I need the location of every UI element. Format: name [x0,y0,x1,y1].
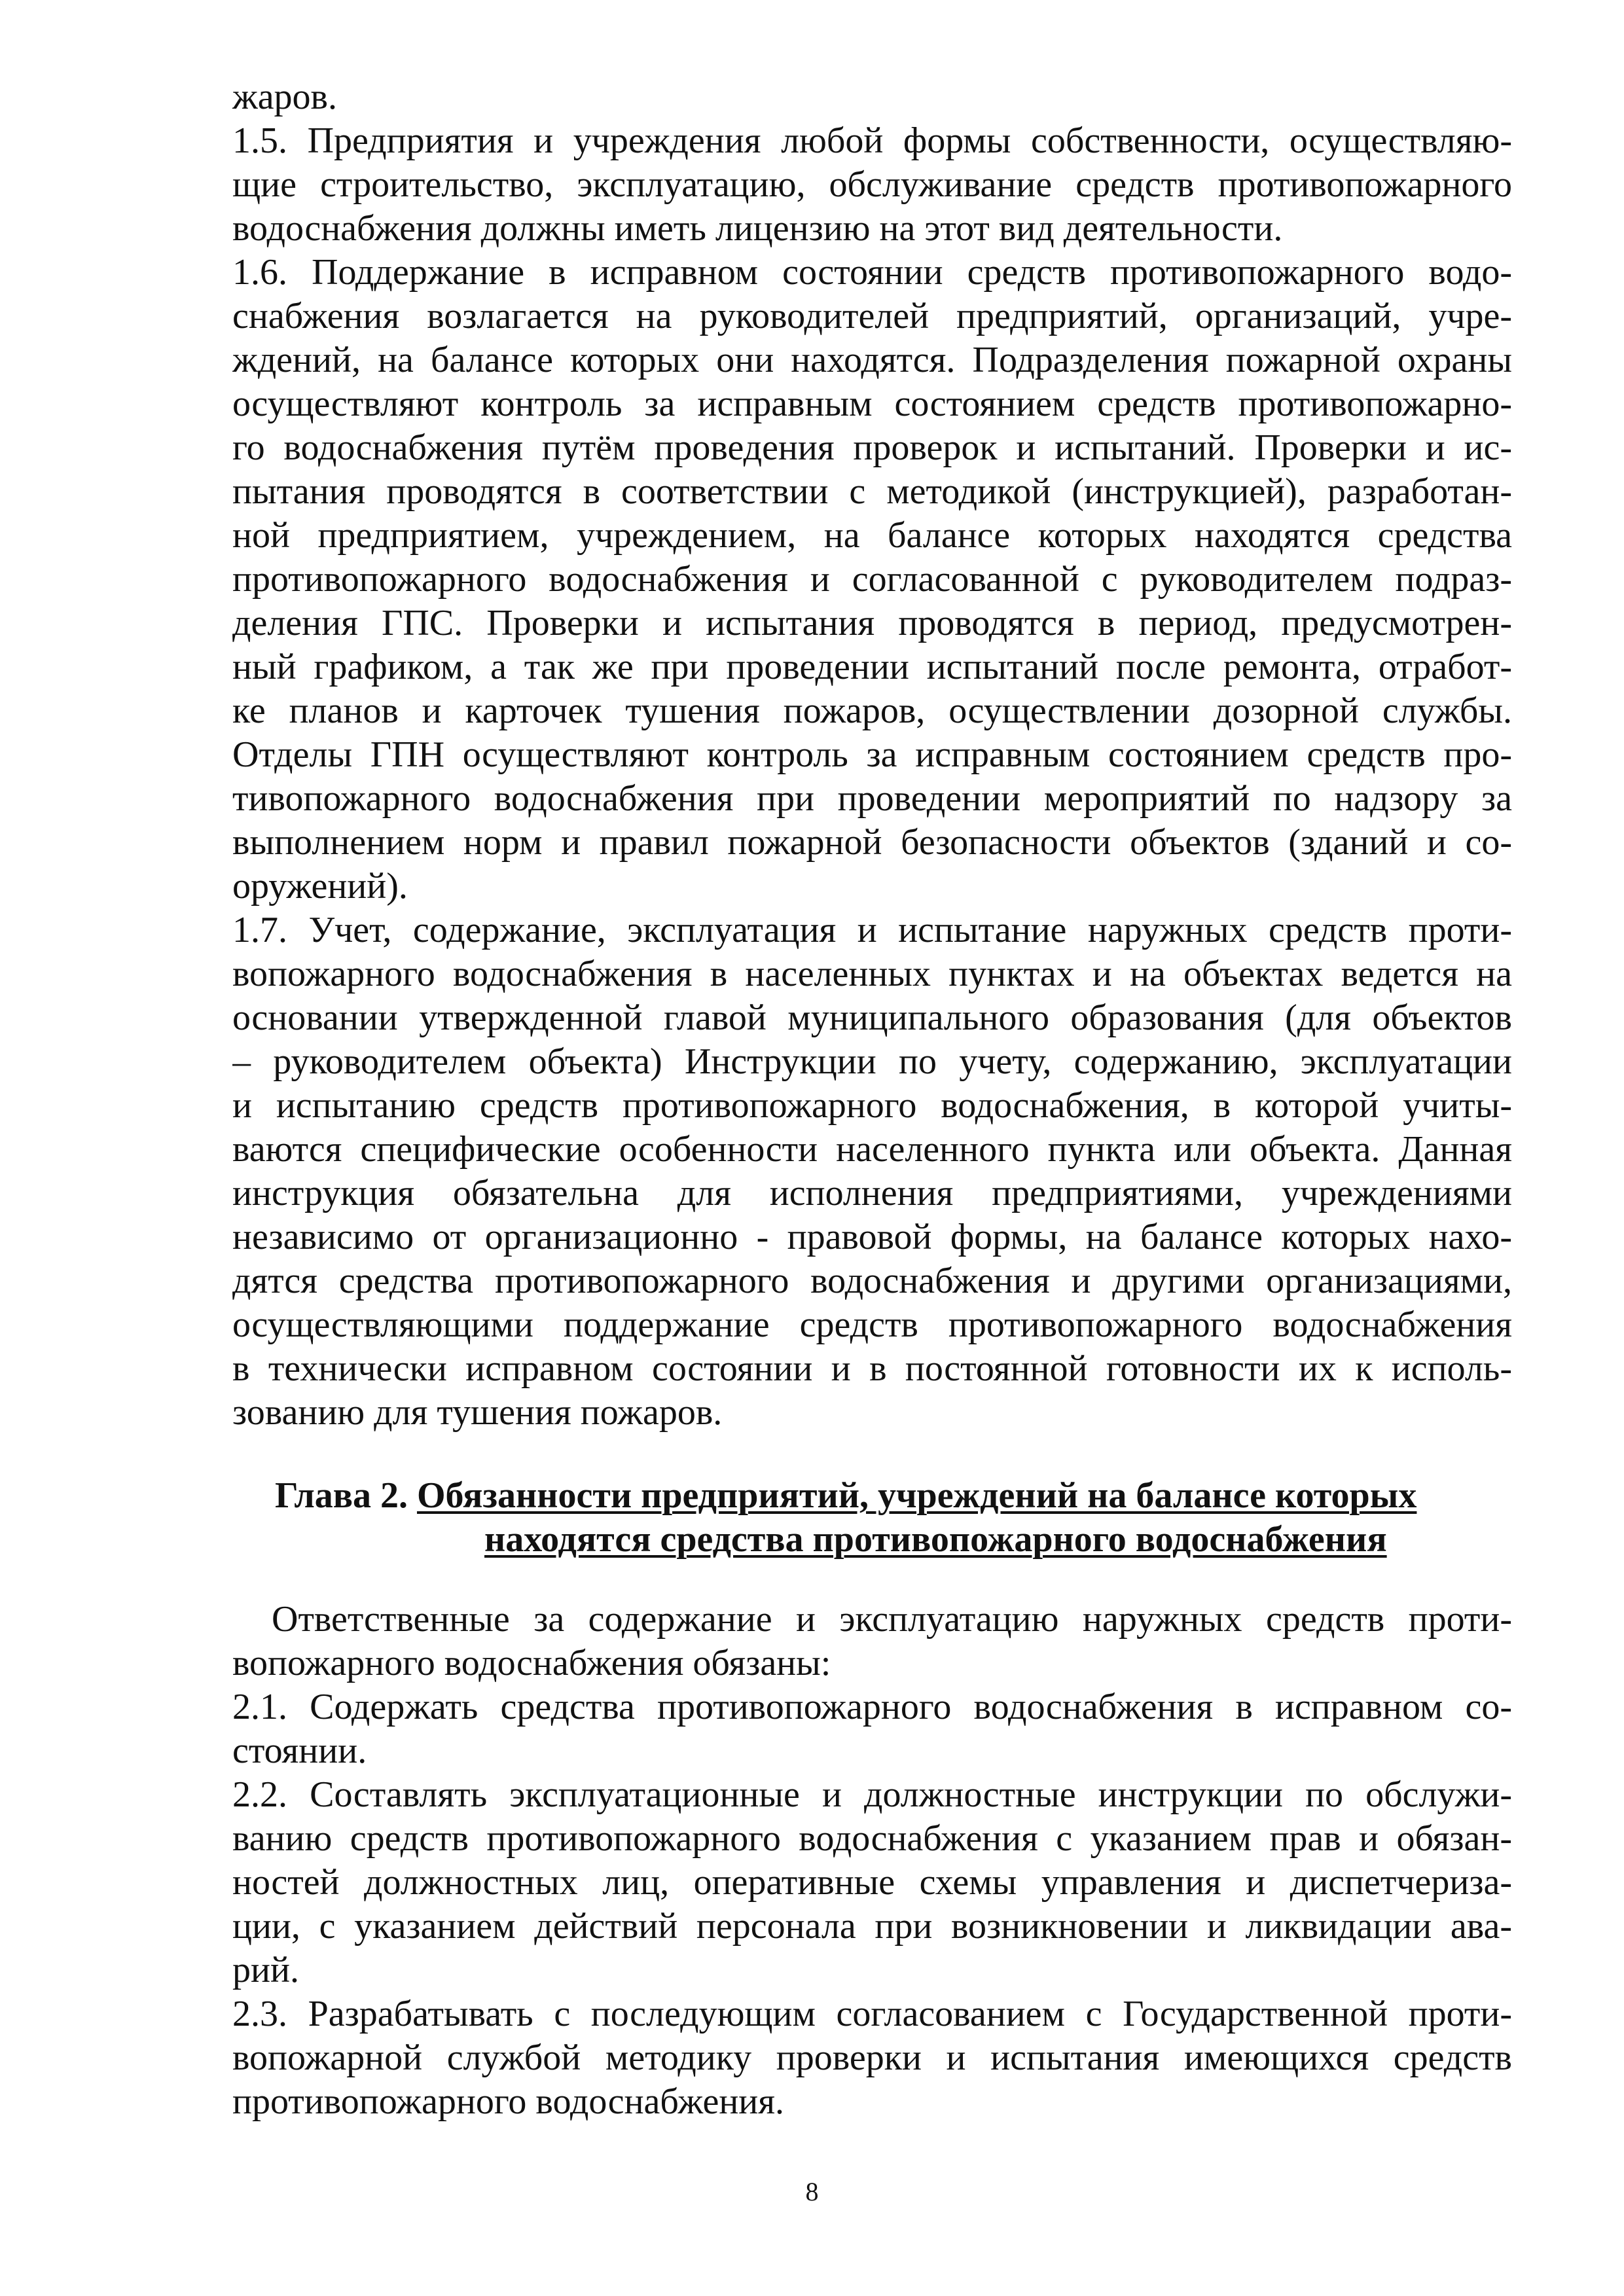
text-line: выполнением норм и правил пожарной безопасности объектов (зданий и со- [232,822,1512,863]
item-1-6 [232,251,1512,908]
text-line: в технически исправном состоянии и в постоянной готовности их к исполь- [232,1348,1512,1389]
item-1-5 [232,119,1512,251]
text-line: ностей должностных лиц, оперативные схемы управления и диспетчериза- [232,1862,1512,1903]
text-line: зованию для тушения пожаров. [232,1392,723,1433]
item-2-2 [232,1773,1512,1992]
text-line: – руководителем объекта) Инструкции по учету, содержанию, эксплуатации [232,1041,1512,1082]
text-line: Ответственные за содержание и эксплуатацию наружных средств проти- [272,1599,1512,1640]
document-page [232,75,1512,2124]
item-2-3 [232,1992,1512,2124]
text-line: щие строительство, эксплуатацию, обслуживание средств противопожарного [232,164,1512,205]
chapter-heading-line-1 [232,1474,1512,1518]
text-line: ждений, на балансе которых они находятся. Подразделения пожарной охраны [232,340,1512,380]
text-line: 1.6. Поддержание в исправном состоянии средств противопожарного водо- [232,252,1512,293]
text-line: осуществляющими поддержание средств противопожарного водоснабжения [232,1304,1512,1345]
text-line: стоянии. [232,1731,367,1771]
text-line: рий. [232,1950,299,1990]
chapter-2-heading [232,1474,1512,1562]
text-line: водоснабжения должны иметь лицензию на этот вид деятельности. [232,208,1283,249]
chapter-prefix: Глава 2. [275,1475,408,1516]
chapter-title-part-2: находятся средства противопожарного водоснабжения [484,1519,1387,1560]
chapter-title-part-1: Обязанности предприятий, учреждений на балансе которых [416,1475,1417,1516]
text-line: независимо от организационно - правовой формы, на балансе которых нахо- [232,1217,1512,1257]
text-line: ный графиком, а так же при проведении испытаний после ремонта, отработ- [232,647,1512,687]
text-line: вопожарной службой методику проверки и испытания имеющихся средств [232,2037,1512,2078]
text-line: тивопожарного водоснабжения при проведении мероприятий по надзору за [232,778,1512,819]
text-line: ванию средств противопожарного водоснабжения с указанием прав и обязан- [232,1818,1512,1859]
text-line: снабжения возлагается на руководителей предприятий, организаций, учре- [232,296,1512,336]
text-line: 2.3. Разрабатывать с последующим согласованием с Государственной проти- [232,1994,1512,2034]
text-line: дятся средства противопожарного водоснабжения и другими организациями, [232,1261,1512,1301]
text-line: противопожарного водоснабжения и согласованной с руководителем подраз- [232,559,1512,600]
intro-2 [232,1598,1512,1685]
section-gap [232,1562,1512,1598]
page-number: 8 [805,2177,819,2206]
item-1-7 [232,908,1512,1435]
item-2-1 [232,1685,1512,1773]
text-line: противопожарного водоснабжения. [232,2081,785,2122]
text-line: вопожарного водоснабжения обязаны: [232,1643,831,1683]
text-line: вопожарного водоснабжения в населенных пунктах и на объектах ведется на [232,954,1512,994]
section1-tail [232,75,1512,119]
text-line: ции, с указанием действий персонала при возникновении и ликвидации ава- [232,1906,1512,1946]
text-line: ной предприятием, учреждением, на балансе которых находятся средства [232,515,1512,556]
text-line: го водоснабжения путём проведения проверок и испытаний. Проверки и ис- [232,427,1512,468]
chapter-heading-line-2 [232,1518,1512,1562]
text-line: 1.5. Предприятия и учреждения любой формы собственности, осуществляю- [232,120,1512,161]
text-line: деления ГПС. Проверки и испытания проводятся в период, предусмотрен- [232,603,1512,643]
text-line: жаров. [232,77,337,117]
text-line: осуществляют контроль за исправным состоянием средств противопожарно- [232,384,1512,424]
text-line: инструкция обязательна для исполнения предприятиями, учреждениями [232,1173,1512,1213]
text-line: ваются специфические особенности населенного пункта или объекта. Данная [232,1129,1512,1170]
text-line: ке планов и карточек тушения пожаров, осуществлении дозорной службы. [232,691,1512,731]
text-line: и испытанию средств противопожарного водоснабжения, в которой учиты- [232,1085,1512,1126]
text-line: 1.7. Учет, содержание, эксплуатация и испытание наружных средств проти- [232,910,1512,950]
text-line: оружений). [232,866,408,906]
text-line: пытания проводятся в соответствии с методикой (инструкцией), разработан- [232,471,1512,512]
text-line: основании утвержденной главой муниципального образования (для объектов [232,997,1512,1038]
text-line: 2.2. Составлять эксплуатационные и должностные инструкции по обслужи- [232,1774,1512,1815]
text-line: 2.1. Содержать средства противопожарного водоснабжения в исправном со- [232,1687,1512,1727]
text-line: Отделы ГПН осуществляют контроль за исправным состоянием средств про- [232,734,1512,775]
